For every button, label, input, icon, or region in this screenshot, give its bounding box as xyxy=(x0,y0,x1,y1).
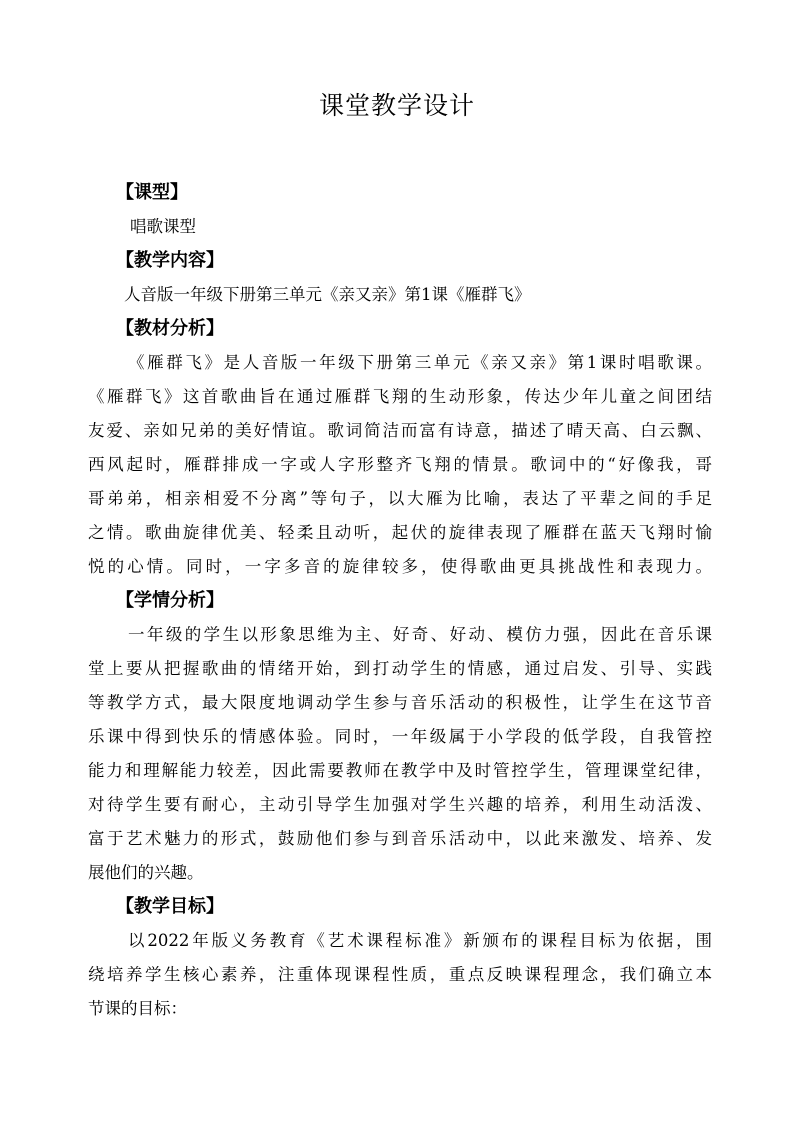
paragraph-line: 一年级的学生以形象思维为主、好奇、好动、模仿力强，因此在音乐课 xyxy=(128,625,712,644)
paragraph-line: 悦的心情。同时，一字多音的旋律较多，使得歌曲更具挑战性和表现力。 xyxy=(88,557,712,576)
paragraph-line: 等教学方式，最大限度地调动学生参与音乐活动的积极性，让学生在这节音 xyxy=(88,693,712,712)
paragraph-line: 西风起时，雁群排成一字或人字形整齐飞翔的情景。歌词中的“好像我，哥 xyxy=(88,455,712,474)
paragraph-line: 《雁群飞》是人音版一年级下册第三单元《亲又亲》第1课时唱歌课。 xyxy=(128,353,712,372)
section-text-teaching-content: 人音版一年级下册第三单元《亲又亲》第1课《雁群飞》 xyxy=(124,285,531,304)
paragraph-line: 节课的目标： xyxy=(88,999,187,1018)
paragraph-line: 绕培养学生核心素养，注重体现课程性质，重点反映课程理念，我们确立本 xyxy=(88,965,712,984)
section-text-lesson-type: 唱歌课型 xyxy=(130,217,196,236)
paragraph-line: 展他们的兴趣。 xyxy=(88,863,204,882)
paragraph-line: 以2022年版义务教育《艺术课程标准》新颁布的课程目标为依据，围 xyxy=(128,931,712,950)
paragraph-line: 富于艺术魅力的形式，鼓励他们参与到音乐活动中，以此来激发、培养、发 xyxy=(88,829,712,848)
section-heading-teaching-goals: 【教学目标】 xyxy=(116,896,224,917)
paragraph-line: 堂上要从把握歌曲的情绪开始，到打动学生的情感，通过启发、引导、实践 xyxy=(88,659,712,678)
paragraph-line: 对待学生要有耐心，主动引导学生加强对学生兴趣的培养，利用生动活泼、 xyxy=(88,795,712,814)
paragraph-line: 《雁群飞》这首歌曲旨在通过雁群飞翔的生动形象，传达少年儿童之间团结 xyxy=(88,387,712,406)
section-heading-material-analysis: 【教材分析】 xyxy=(116,318,224,339)
section-heading-teaching-content: 【教学内容】 xyxy=(116,250,224,271)
paragraph-line: 哥弟弟，相亲相爱不分离”等句子，以大雁为比喻，表达了平辈之间的手足 xyxy=(88,489,712,508)
paragraph-line: 友爱、亲如兄弟的美好情谊。歌词简洁而富有诗意，描述了晴天高、白云飘、 xyxy=(88,421,712,440)
document-body xyxy=(88,176,712,1026)
paragraph-line: 能力和理解能力较差，因此需要教师在教学中及时管控学生，管理课堂纪律， xyxy=(88,761,712,780)
paragraph-line: 乐课中得到快乐的情感体验。同时，一年级属于小学段的低学段，自我管控 xyxy=(88,727,712,746)
document-title: 课堂教学设计 xyxy=(318,91,475,120)
section-heading-lesson-type: 【课型】 xyxy=(116,182,188,203)
section-heading-student-analysis: 【学情分析】 xyxy=(116,590,224,611)
paragraph-line: 之情。歌曲旋律优美、轻柔且动听，起伏的旋律表现了雁群在蓝天飞翔时愉 xyxy=(88,523,712,542)
